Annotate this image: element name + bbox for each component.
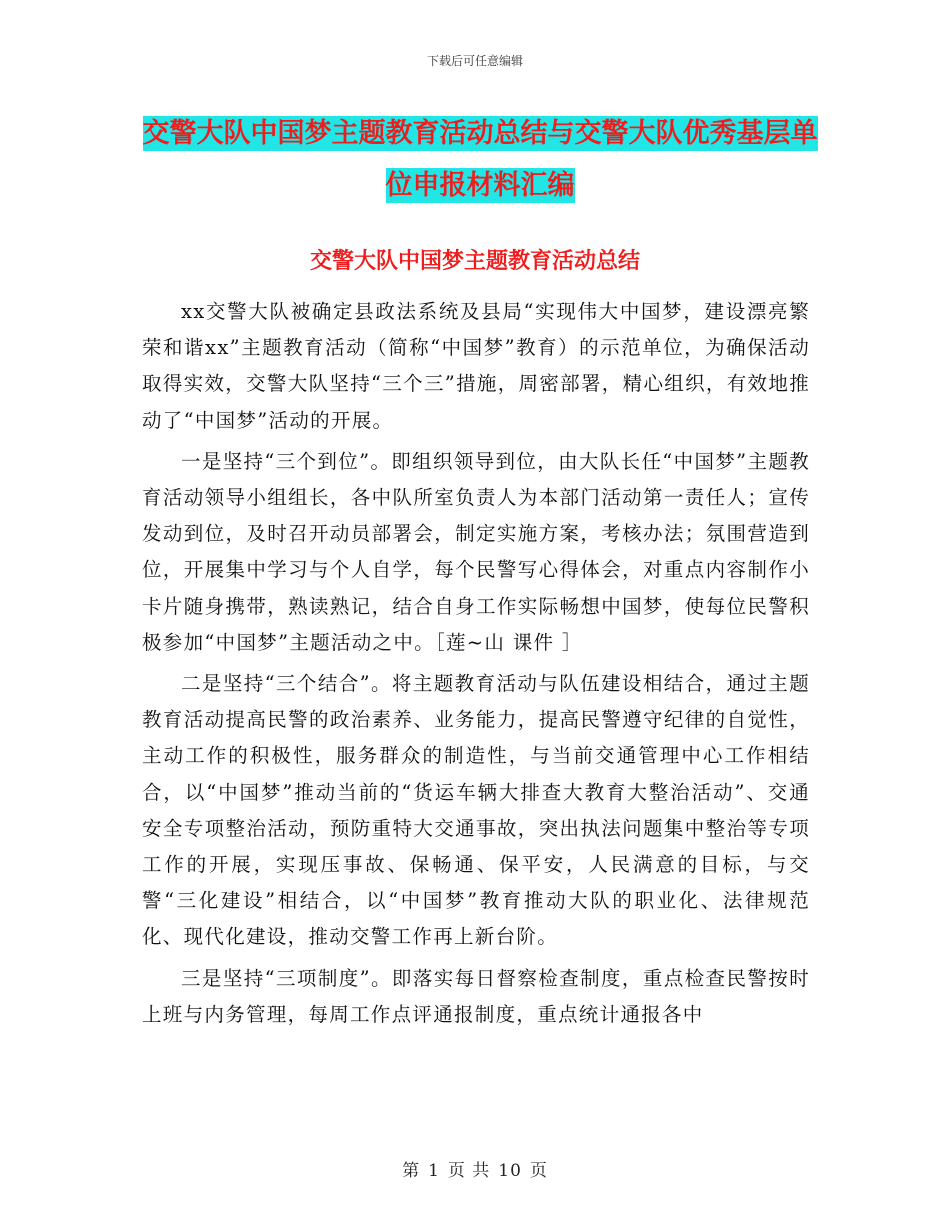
footer-suffix: 页 — [529, 1161, 548, 1181]
body-text — [142, 294, 810, 1038]
paragraph-third: 三是坚持“三项制度”。即落实每日督察检查制度，重点检查民警按时上班与内务管理，每周工作点评通报制度，重点统计通报各中 — [142, 966, 810, 1026]
document-title — [140, 108, 820, 212]
footer-total-pages: 10 — [498, 1161, 522, 1181]
document-title-text: 交警大队中国梦主题教育活动总结与交警大队优秀基层单位申报材料汇编 — [142, 118, 818, 201]
footer-middle: 页 共 — [447, 1161, 491, 1181]
footer-prefix: 第 — [402, 1161, 421, 1181]
paragraph-first: 一是坚持“三个到位”。即组织领导到位，由大队长任“中国梦”主题教育活动领导小组组长，各中队所室负责人为本部门活动第一责任人；宣传发动到位，及时召开动员部署会，制定实施方案，考核办法；氛围营造到位，开展集中学习与个人自学，每个民警写心得体会，对重点内容制作小卡片随身携带，熟读熟记，结合自身工作实际畅想中国梦，使每位民警积极参加“中国梦”主题活动之中。［莲~山 课件 ］ — [142, 449, 810, 654]
page-footer — [0, 1156, 950, 1181]
paragraph-second: 二是坚持“三个结合”。将主题教育活动与队伍建设相结合，通过主题教育活动提高民警的政治素养、业务能力，提高民警遵守纪律的自觉性，主动工作的积极性，服务群众的制造性，与当前交通管理中心工作相结合，以“中国梦”推动当前的“货运车辆大排查大教育大整治活动”、交通安全专项整治活动，预防重特大交通事故，突出执法问题集中整治等专项工作的开展，实现压事故、保畅通、保平安，人民满意的目标，与交警“三化建设”相结合，以“中国梦”教育推动大队的职业化、法律规范化、现代化建设，推动交警工作再上新台阶。 — [142, 672, 810, 949]
section-title: 交警大队中国梦主题教育活动总结 — [309, 249, 640, 274]
footer-current-page: 1 — [428, 1161, 440, 1181]
paragraph-intro: xx交警大队被确定县政法系统及县局“实现伟大中国梦，建设漂亮繁荣和谐xx”主题教育活动（简称“中国梦”教育）的示范单位，为确保活动取得实效，交警大队坚持“三个三”措施，周密部署，精心组织，有效地推动了“中国梦”活动的开展。 — [142, 300, 810, 432]
header-note: 下载后可任意编辑 — [426, 54, 523, 68]
